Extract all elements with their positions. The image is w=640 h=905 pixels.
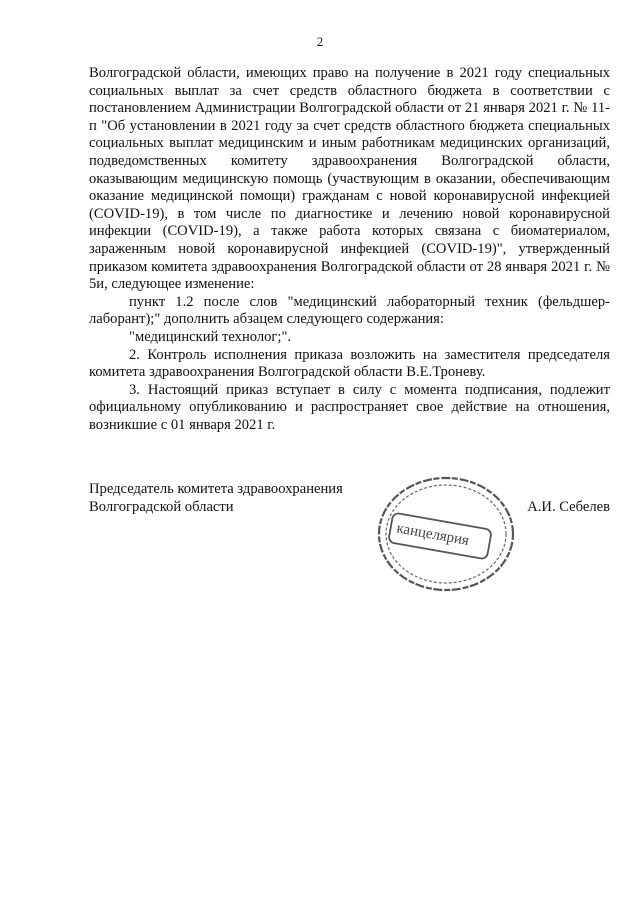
paragraph-continuation: Волгоградской области, имеющих право на получение в 2021 году специальных социальных выплат за счет средств областного бюджета в соответствии с постановлением Администрации Волгоградской области от 21 января 2021 г. № 11-п "Об установлении в 2021 году за счет средств областного бюджета специальных социальных выплат медицинским и иным работникам медицинских организаций, подведомственных комитету здравоохранения Волгоградской области, оказывающим медицинскую помощь (участвующим в оказании, обеспечивающим оказание медицинской помощи) гражданам с новой коронавирусной инфекцией (COVID-19), в том числе по диагностике и лечению новой коронавирусной инфекции (COVID-19), а также работа которых связана с биоматериалом, зараженным новой коронавирусной инфекцией (COVID-19)", утвержденный приказом комитета здравоохранения Волгоградской области от 28 января 2021 г. № 5и, следующее изменение: <box>89 65 610 293</box>
signature-block <box>89 481 610 601</box>
signatory-title: Председатель комитета здравоохранения Волгоградской области <box>89 481 343 515</box>
paragraph-item-1-2: пункт 1.2 после слов "медицинский лабораторный техник (фельдшер-лаборант);" дополнить абзацем следующего содержания: <box>89 293 610 328</box>
signatory-name: А.И. Себелев <box>527 498 610 515</box>
page-number: 2 <box>316 34 324 49</box>
document-body <box>89 65 610 434</box>
paragraph-item-3: 3. Настоящий приказ вступает в силу с момента подписания, подлежит официальному опубликованию и распространяет свое действие на отношения, возникшие с 01 января 2021 г. <box>89 381 610 433</box>
office-stamp <box>372 474 520 594</box>
paragraph-item-2: 2. Контроль исполнения приказа возложить на заместителя председателя комитета здравоохранения Волгоградской области В.Е.Троневу. <box>89 346 610 381</box>
stamp-text: канцелярия <box>395 520 471 549</box>
paragraph-quote: "медицинский технолог;". <box>129 328 292 345</box>
